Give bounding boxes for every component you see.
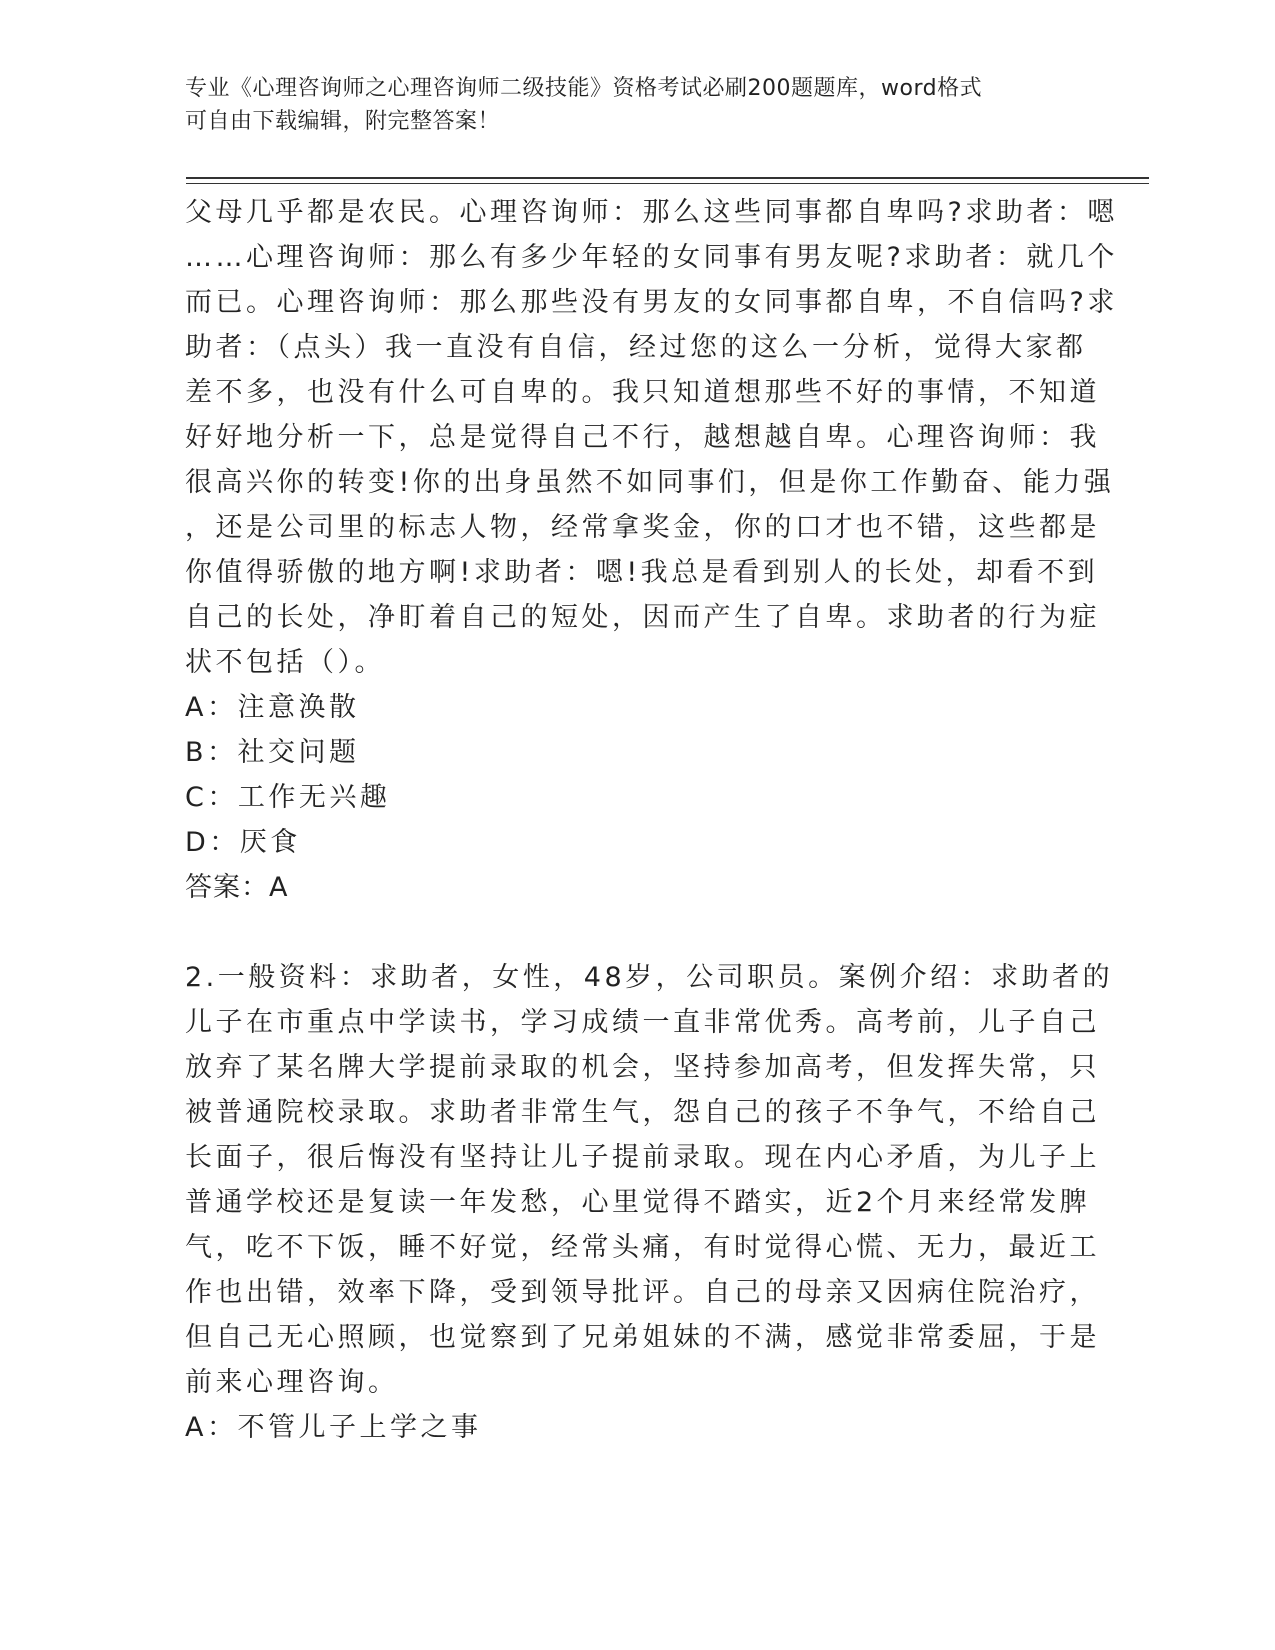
question-2-stem-line: 作也出错，效率下降，受到领导批评。自己的母亲又因病住院治疗， <box>185 1277 1100 1308</box>
question-1-option-b: B：社交问题 <box>185 737 360 768</box>
header-line-2: 可自由下载编辑，附完整答案！ <box>185 109 501 134</box>
question-1-option-c: C：工作无兴趣 <box>185 782 391 813</box>
question-1-option-d: D：厌食 <box>185 827 301 858</box>
question-1-stem-line: 很高兴你的转变!你的出身虽然不如同事们，但是你工作勤奋、能力强 <box>185 467 1115 498</box>
question-1-stem-line: 助者：（点头）我一直没有自信，经过您的这么一分析，觉得大家都 <box>185 332 1087 363</box>
question-1 <box>185 190 1118 910</box>
header-rule-thick <box>186 177 1149 179</box>
question-2-stem-line: 但自己无心照顾，也觉察到了兄弟姐妹的不满，感觉非常委屈，于是 <box>185 1322 1100 1353</box>
question-2-stem-line: 普通学校还是复读一年发愁，心里觉得不踏实，近2个月来经常发脾 <box>185 1187 1091 1218</box>
question-spacer <box>185 910 1065 955</box>
question-1-stem-line: 父母几乎都是农民。心理咨询师：那么这些同事都自卑吗?求助者：嗯 <box>185 197 1118 228</box>
question-1-stem-line: 而已。心理咨询师：那么那些没有男友的女同事都自卑，不自信吗?求 <box>185 287 1118 318</box>
question-1-stem-line: 好好地分析一下，总是觉得自己不行，越想越自卑。心理咨询师：我 <box>185 422 1100 453</box>
document-body <box>185 190 1118 1450</box>
question-1-stem-line: 自己的长处，净盯着自己的短处，因而产生了自卑。求助者的行为症 <box>185 602 1100 633</box>
document-header <box>185 72 1065 138</box>
question-2 <box>185 955 1114 1450</box>
question-2-stem-line: 长面子，很后悔没有坚持让儿子提前录取。现在内心矛盾，为儿子上 <box>185 1142 1100 1173</box>
question-1-stem-line: ……心理咨询师：那么有多少年轻的女同事有男友呢?求助者：就几个 <box>185 242 1118 273</box>
question-2-option-a: A：不管儿子上学之事 <box>185 1412 482 1443</box>
question-1-answer: 答案：A <box>185 872 289 903</box>
question-2-stem-line: 儿子在市重点中学读书，学习成绩一直非常优秀。高考前，儿子自己 <box>185 1007 1100 1038</box>
question-2-stem-line: 放弃了某名牌大学提前录取的机会，坚持参加高考，但发挥失常，只 <box>185 1052 1100 1083</box>
question-1-stem-line: 状不包括（）。 <box>185 647 385 678</box>
header-line-1: 专业《心理咨询师之心理咨询师二级技能》资格考试必刷200题题库，word格式 <box>185 76 983 101</box>
question-2-stem-line: 2.一般资料：求助者，女性，48岁，公司职员。案例介绍：求助者的 <box>185 962 1114 993</box>
question-1-stem-line: 差不多，也没有什么可自卑的。我只知道想那些不好的事情，不知道 <box>185 377 1100 408</box>
question-1-stem-line: 你值得骄傲的地方啊!求助者：嗯!我总是看到别人的长处，却看不到 <box>185 557 1099 588</box>
header-rule-thin <box>186 183 1149 184</box>
question-1-option-a: A：注意涣散 <box>185 692 360 723</box>
question-2-stem-line: 前来心理咨询。 <box>185 1367 399 1398</box>
question-1-stem-line: ，还是公司里的标志人物，经常拿奖金，你的口才也不错，这些都是 <box>185 512 1100 543</box>
question-2-stem-line: 气，吃不下饭，睡不好觉，经常头痛，有时觉得心慌、无力，最近工 <box>185 1232 1100 1263</box>
question-2-stem-line: 被普通院校录取。求助者非常生气，怨自己的孩子不争气，不给自己 <box>185 1097 1100 1128</box>
